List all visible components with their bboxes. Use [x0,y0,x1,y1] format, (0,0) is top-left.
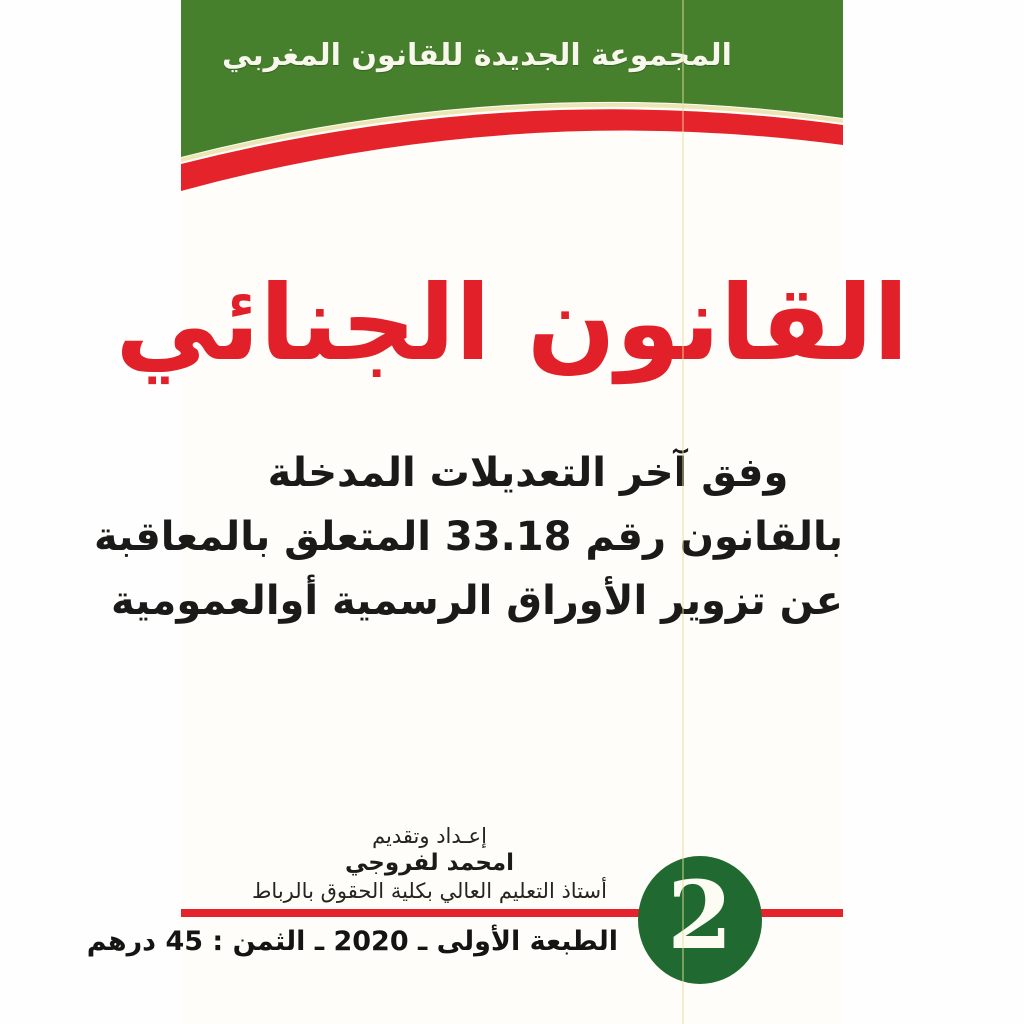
subtitle-line-1: وفق آخر التعديلات المدخلة [267,450,789,496]
series-title: المجموعة الجديدة للقانون المغربي [222,38,732,73]
subtitle-line-2: بالقانون رقم 33.18 المتعلق بالمعاقبة [93,514,843,560]
scan-artifact-line [682,0,684,1024]
volume-number: 2 [667,861,733,971]
author-name: امحمد لفروجي [344,850,515,876]
book-cover [86,0,909,1024]
author-title: أستاذ التعليم العالي بكلية الحقوق بالرباط [252,879,607,903]
volume-badge [638,856,762,984]
author-block [181,823,678,905]
author-role-line: إعـداد وتقديم [372,824,487,848]
edition-price-line: الطبعة الأولى ـ 2020 ـ الثمن : 45 درهم [86,926,618,957]
subtitle-line-3: عن تزوير الأوراق الرسمية أوالعمومية [110,578,843,624]
cover-main-title: القانون الجنائي [115,262,909,384]
banner-curve-graphic [181,0,843,200]
subtitle-block [93,441,843,633]
